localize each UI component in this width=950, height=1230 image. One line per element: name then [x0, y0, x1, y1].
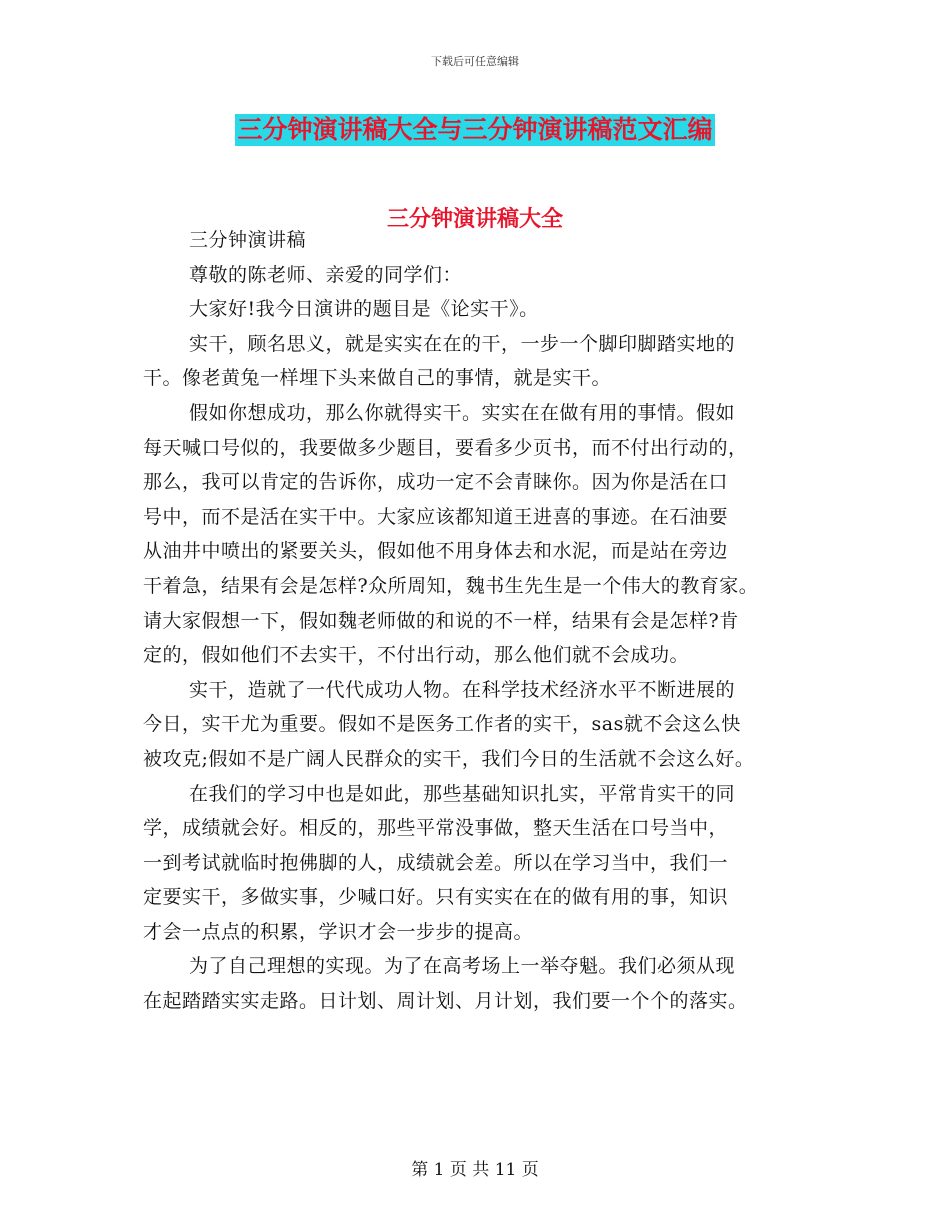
paragraph-line: 请大家假想一下，假如魏老师做的和说的不一样，结果有会是怎样?肯: [143, 609, 739, 632]
paragraph-line: 实干，顾名思义，就是实实在在的干，一步一个脚印脚踏实地的: [189, 332, 736, 355]
paragraph-line: 从油井中喷出的紧要关头，假如他不用身体去和水泥，而是站在旁边: [143, 540, 729, 563]
document-title-container: [0, 114, 950, 146]
paragraph-line: 那么，我可以肯定的告诉你，成功一定不会青睐你。因为你是活在口: [143, 471, 729, 494]
paragraph-line: 学，成绩就会好。相反的，那些平常没事做，整天生活在口号当中，: [143, 817, 729, 840]
paragraph-line: 干。像老黄兔一样埋下头来做自己的事情，就是实干。: [143, 367, 612, 390]
paragraph-line: 一到考试就临时抱佛脚的人，成绩就会差。所以在学习当中，我们一: [143, 851, 729, 874]
paragraph-line: 尊敬的陈老师、亲爱的同学们：: [189, 263, 463, 286]
page-header: 下载后可任意编辑: [431, 55, 519, 68]
document-body: [143, 223, 833, 1019]
paragraph-line: 实干，造就了一代代成功人物。在科学技术经济水平不断进展的: [189, 678, 736, 701]
section-title: 三分钟演讲稿大全: [386, 206, 563, 232]
paragraph-line: 为了自己理想的实现。为了在高考场上一举夺魁。我们必须从现: [189, 955, 736, 978]
paragraph-line: 大家好!我今日演讲的题目是《论实干》。: [189, 298, 539, 321]
paragraph-line: 假如你想成功，那么你就得实干。实实在在做有用的事情。假如: [189, 401, 736, 424]
document-title: 三分钟演讲稿大全与三分钟演讲稿范文汇编: [237, 115, 713, 144]
paragraph-line: 三分钟演讲稿: [189, 229, 307, 251]
paragraph-line: 干着急，结果有会是怎样?众所周知，魏书生先生是一个伟大的教育家。: [143, 574, 759, 597]
paragraph-line: 被攻克;假如不是广阔人民群众的实干，我们今日的生活就不会这么好。: [143, 747, 755, 770]
paragraph-line: 定的，假如他们不去实干，不付出行动，那么他们就不会成功。: [143, 644, 690, 667]
paragraph-line: 每天喊口号似的，我要做多少题目，要看多少页书，而不付出行动的，: [143, 436, 748, 459]
page-footer: 第 1 页 共 11 页: [411, 1160, 539, 1180]
paragraph-line: 号中，而不是活在实干中。大家应该都知道王进喜的事迹。在石油要: [143, 505, 729, 528]
paragraph-line: 在我们的学习中也是如此，那些基础知识扎实，平常肯实干的同: [189, 782, 736, 805]
paragraph-line: 才会一点点的积累，学识才会一步步的提高。: [143, 920, 534, 943]
paragraph-line: 定要实干，多做实事，少喊口好。只有实实在在的做有用的事，知识: [143, 886, 729, 909]
paragraph-line: 今日，实干尤为重要。假如不是医务工作者的实干，sas就不会这么快: [143, 713, 741, 736]
paragraph-line: 在起踏踏实实走路。日计划、周计划、月计划，我们要一个个的落实。: [143, 990, 748, 1013]
